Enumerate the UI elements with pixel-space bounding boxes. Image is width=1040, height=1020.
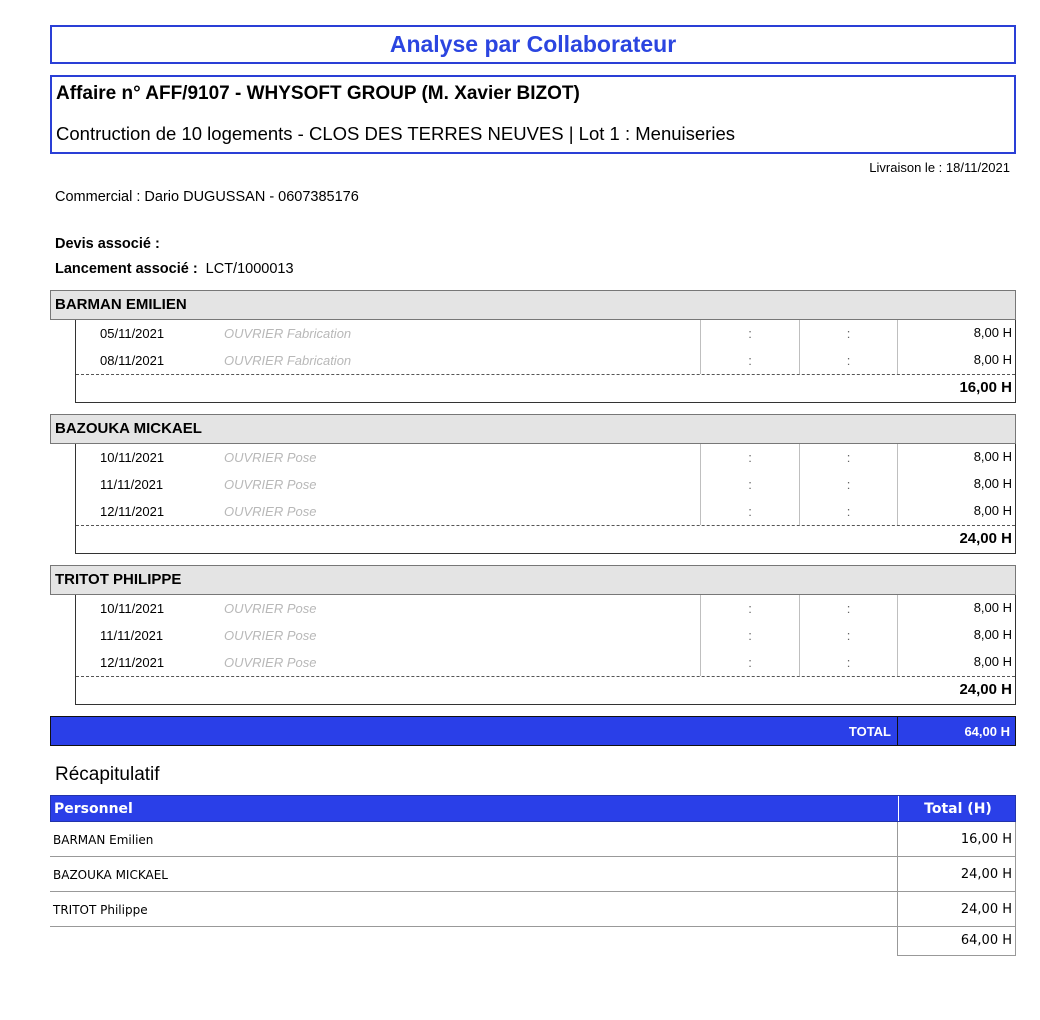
entry-hours: 8,00 H: [897, 649, 1017, 676]
entry-hours: 8,00 H: [897, 444, 1017, 471]
recap-header-total: Total (H): [898, 796, 1017, 821]
employee-group: [50, 414, 1016, 554]
employee-entries: [75, 320, 1016, 403]
total-divider: [897, 717, 898, 745]
entry-start: :: [700, 649, 799, 676]
recap-table: [50, 795, 1016, 948]
employee-group: [50, 290, 1016, 403]
entry-task: OUVRIER Pose: [224, 504, 317, 519]
entry-date: 10/11/2021: [100, 450, 165, 465]
affaire-box: [50, 75, 1016, 154]
employee-name: BARMAN EMILIEN: [50, 290, 1016, 320]
recap-total: 24,00 H: [897, 892, 1016, 926]
recap-grand-total: 64,00 H: [897, 925, 1016, 956]
employee-subtotal: 24,00 H: [76, 676, 1015, 704]
recap-name: TRITOT Philippe: [53, 903, 148, 917]
recap-name: BAZOUKA MICKAEL: [53, 868, 168, 882]
entry-start: :: [700, 320, 799, 347]
entry-end: :: [799, 622, 897, 649]
entry-date: 10/11/2021: [100, 601, 165, 616]
entry-task: OUVRIER Pose: [224, 450, 317, 465]
employee-subtotal: 16,00 H: [76, 374, 1015, 402]
employee-name: BAZOUKA MICKAEL: [50, 414, 1016, 444]
entry-hours: 8,00 H: [897, 471, 1017, 498]
entry-start: :: [700, 498, 799, 525]
entry-start: :: [700, 444, 799, 471]
affaire-description: Contruction de 10 logements - CLOS DES TERRES NEUVES | Lot 1 : Menuiseries: [56, 123, 735, 144]
entry-end: :: [799, 649, 897, 676]
entry-hours: 8,00 H: [897, 320, 1017, 347]
affaire-heading: Affaire n° AFF/9107 - WHYSOFT GROUP (M. Xavier BIZOT): [56, 83, 580, 104]
entry-date: 12/11/2021: [100, 504, 165, 519]
recap-row: [50, 892, 1016, 927]
entry-end: :: [799, 320, 897, 347]
entry-date: 05/11/2021: [100, 326, 165, 341]
entry-hours: 8,00 H: [897, 595, 1017, 622]
entry-date: 11/11/2021: [100, 477, 164, 492]
entry-end: :: [799, 498, 897, 525]
lancement-value: LCT/1000013: [205, 261, 294, 277]
entry-hours: 8,00 H: [897, 498, 1017, 525]
time-entry-row: [76, 498, 1015, 525]
time-entry-row: [76, 471, 1015, 498]
entry-hours: 8,00 H: [897, 347, 1017, 374]
entry-date: 08/11/2021: [100, 353, 165, 368]
entry-end: :: [799, 347, 897, 374]
employee-subtotal: 24,00 H: [76, 525, 1015, 553]
recap-row: [50, 822, 1016, 857]
recap-header-row: [50, 795, 1016, 822]
entry-start: :: [700, 595, 799, 622]
delivery-date: Livraison le : 18/11/2021: [869, 160, 1010, 175]
recap-title: Récapitulatif: [55, 764, 160, 785]
lancement-label: Lancement associé :: [55, 261, 198, 277]
commercial-contact: Commercial : Dario DUGUSSAN - 0607385176: [55, 189, 359, 205]
entry-end: :: [799, 471, 897, 498]
grand-total-bar: [50, 716, 1016, 746]
report-title: Analyse par Collaborateur: [50, 25, 1016, 64]
time-entry-row: [76, 320, 1015, 347]
time-entry-row: [76, 347, 1015, 374]
time-entry-row: [76, 622, 1015, 649]
entry-hours: 8,00 H: [897, 622, 1017, 649]
entry-task: OUVRIER Pose: [224, 477, 317, 492]
lancement-line: [55, 261, 294, 277]
devis-label: Devis associé :: [55, 236, 160, 252]
recap-total: 24,00 H: [897, 857, 1016, 891]
time-entry-row: [76, 649, 1015, 676]
recap-total: 16,00 H: [897, 822, 1016, 856]
employee-name: TRITOT PHILIPPE: [50, 565, 1016, 595]
time-entry-row: [76, 444, 1015, 471]
entry-date: 11/11/2021: [100, 628, 164, 643]
entry-date: 12/11/2021: [100, 655, 165, 670]
entry-end: :: [799, 444, 897, 471]
total-label: TOTAL: [848, 724, 891, 739]
employee-entries: [75, 444, 1016, 554]
employee-entries: [75, 595, 1016, 705]
entry-task: OUVRIER Fabrication: [224, 353, 352, 368]
recap-header-personnel: Personnel: [54, 801, 133, 817]
total-value: 64,00 H: [964, 724, 1010, 739]
entry-task: OUVRIER Pose: [224, 601, 317, 616]
time-entry-row: [76, 595, 1015, 622]
entry-task: OUVRIER Pose: [224, 655, 317, 670]
entry-start: :: [700, 622, 799, 649]
recap-name: BARMAN Emilien: [53, 833, 154, 847]
employee-group: [50, 565, 1016, 705]
recap-row: [50, 857, 1016, 892]
entry-start: :: [700, 471, 799, 498]
entry-end: :: [799, 595, 897, 622]
entry-task: OUVRIER Fabrication: [224, 326, 352, 341]
entry-task: OUVRIER Pose: [224, 628, 317, 643]
entry-start: :: [700, 347, 799, 374]
